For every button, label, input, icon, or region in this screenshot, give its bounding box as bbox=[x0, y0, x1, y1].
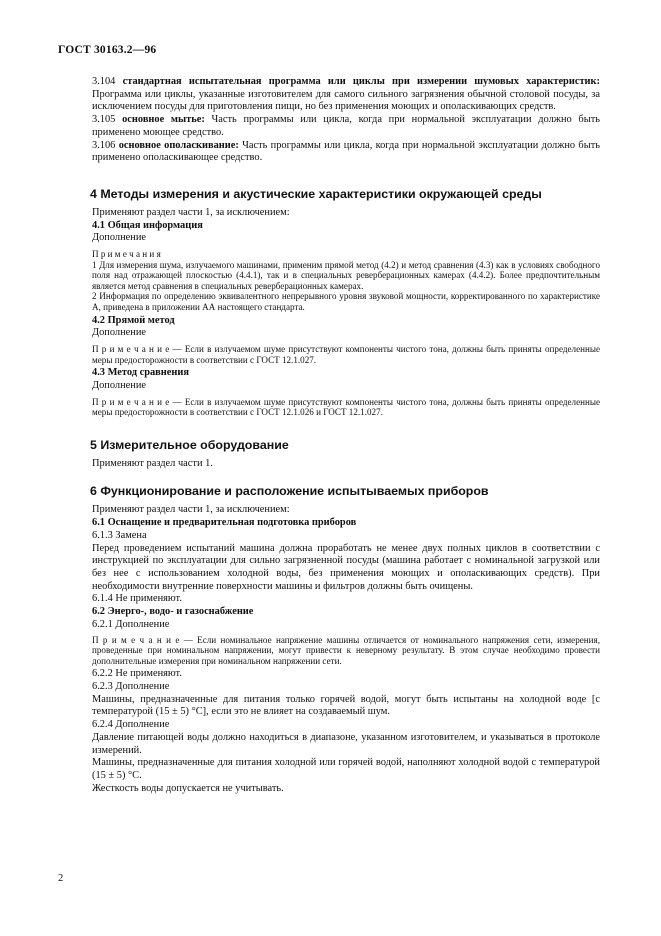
section-5-text: Применяют раздел части 1. bbox=[92, 457, 213, 469]
section-6-2-1: 6.2.1 Дополнение bbox=[92, 618, 170, 630]
page-content bbox=[92, 76, 600, 795]
definition-3-106 bbox=[92, 140, 600, 165]
section-4-3-note bbox=[92, 397, 600, 418]
def-term: стандартная испытательная программа или циклы при измерении шумовых характеристик: bbox=[122, 76, 600, 87]
section-6-1-3: 6.1.3 Замена bbox=[92, 529, 147, 541]
def-text: Часть программы или цикла, когда при нормальной эксплуатации должно быть применено моющее средство. bbox=[92, 114, 600, 138]
note-1: 1 Для измерения шума, излучаемого машинами, применим прямой метод (4.2) и метод сравнения (4.3) как в условиях свободного поля над отражающей плоскостью (4.4.1), так и в специальных реверберационных камерах (4.4.2). Более предпочтительным является метод сравнения в специальных реверберационных камерах. bbox=[92, 259, 600, 291]
section-6-1-4: 6.1.4 Не применяют. bbox=[92, 593, 182, 605]
section-5-title: 5 Измерительное оборудование bbox=[90, 437, 289, 452]
section-4-3-addition: Дополнение bbox=[92, 379, 146, 391]
section-6-title: 6 Функционирование и расположение испытываемых приборов bbox=[90, 484, 489, 499]
section-4-2-title: 4.2 Прямой метод bbox=[92, 314, 175, 326]
notes-label: П р и м е ч а н и я bbox=[92, 249, 161, 260]
note-text: — Если номинальное напряжение машины отличается от номинального напряжения сети, измерения, проведенные при номинальном напряжении, могут привести к неверному результату. В этом случае необходимо провести дополнительные измерения при номинальном напряжении сети. bbox=[92, 634, 600, 666]
section-4-3-title: 4.3 Метод сравнения bbox=[92, 367, 189, 379]
section-6-2-2: 6.2.2 Не применяют. bbox=[92, 668, 182, 680]
section-4-2-note bbox=[92, 344, 600, 365]
section-6-2-4-text-3: Жесткость воды допускается не учитывать. bbox=[92, 782, 284, 794]
section-6-2-title: 6.2 Энерго-, водо- и газоснабжение bbox=[92, 606, 254, 618]
section-6-2-3: 6.2.3 Дополнение bbox=[92, 681, 170, 692]
section-4-intro: Применяют раздел части 1, за исключением: bbox=[92, 206, 290, 218]
definition-3-104 bbox=[92, 76, 600, 114]
section-6-2-4-text-1: Давление питающей воды должно находиться в диапазоне, указанном изготовителем, и указываться в протоколе измерений. bbox=[92, 731, 600, 756]
note-text: — Если в излучаемом шуме присутствуют компоненты чистого тона, должны быть приняты определенные меры предосторожности в соответствии с ГОСТ 12.1.026 и ГОСТ 12.1.027. bbox=[92, 396, 601, 418]
section-4-2-addition: Дополнение bbox=[92, 327, 146, 339]
document-header: ГОСТ 30163.2—96 bbox=[58, 44, 157, 56]
section-6-2-4-text-2: Машины, предназначенные для питания холодной или горячей водой, наполняют холодной водой с температурой (15 ± 5) °С. bbox=[92, 757, 600, 781]
section-4-title: 4 Методы измерения и акустические характеристики окружающей среды bbox=[90, 186, 542, 201]
section-6-2-1-note bbox=[92, 635, 600, 667]
section-6-1-title: 6.1 Оснащение и предварительная подготовка приборов bbox=[92, 517, 357, 529]
page-number: 2 bbox=[58, 873, 64, 884]
note-label: П р и м е ч а н и е bbox=[92, 344, 170, 354]
def-text: Программа или циклы, указанные изготовителем для самого сильного загрязнения обычной столовой посуды, за исключением посуды для приготовления пищи, но без применения моющих и ополаскивающих средств. bbox=[92, 88, 600, 113]
section-6-2-4: 6.2.4 Дополнение bbox=[92, 719, 170, 731]
section-4-1-title: 4.1 Общая информация bbox=[92, 219, 203, 231]
section-4-1-addition: Дополнение bbox=[92, 232, 146, 244]
note-text: — Если в излучаемом шуме присутствуют компоненты чистого тона, должны быть приняты определенные меры предосторожности в соответствии с ГОСТ 12.1.027. bbox=[92, 344, 601, 365]
note-label: П р и м е ч а н и е bbox=[92, 634, 180, 645]
def-text: Часть программы или цикла, когда при нормальной эксплуатации должно быть применено ополаскивающее средство. bbox=[92, 139, 600, 164]
section-6-2-3-text: Машины, предназначенные для питания только горячей водой, могут быть испытаны на холодной воде [с температурой (15 ± 5) °С], если это не влияет на создаваемый шум. bbox=[92, 693, 600, 718]
definition-3-105 bbox=[92, 114, 600, 139]
section-6-1-3-text: Перед проведением испытаний машина должна проработать не менее двух полных циклов в соответствии с инструкцией по эксплуатации для сильно загрязненной посуды (машина работает с номинальной загрузкой или без нее с использованием холодной воды, без применения моющих и ополаскивающих средств). При необходимости внутренние поверхности машины и фильтров должны быть очищены. bbox=[92, 542, 600, 592]
def-term: основное мытье: bbox=[122, 114, 205, 126]
note-2: 2 Информация по определению эквивалентного непрерывного уровня звуковой мощности, корректированного по характеристике A, приведена в приложении АА настоящего стандарта. bbox=[92, 291, 600, 312]
def-number: 3.105 bbox=[92, 114, 116, 126]
def-number: 3.106 bbox=[92, 139, 116, 151]
section-6-intro: Применяют раздел части 1, за исключением: bbox=[92, 504, 290, 516]
def-number: 3.104 bbox=[92, 76, 116, 87]
note-label: П р и м е ч а н и е bbox=[92, 396, 170, 407]
def-term: основное ополаскивание: bbox=[118, 139, 239, 151]
